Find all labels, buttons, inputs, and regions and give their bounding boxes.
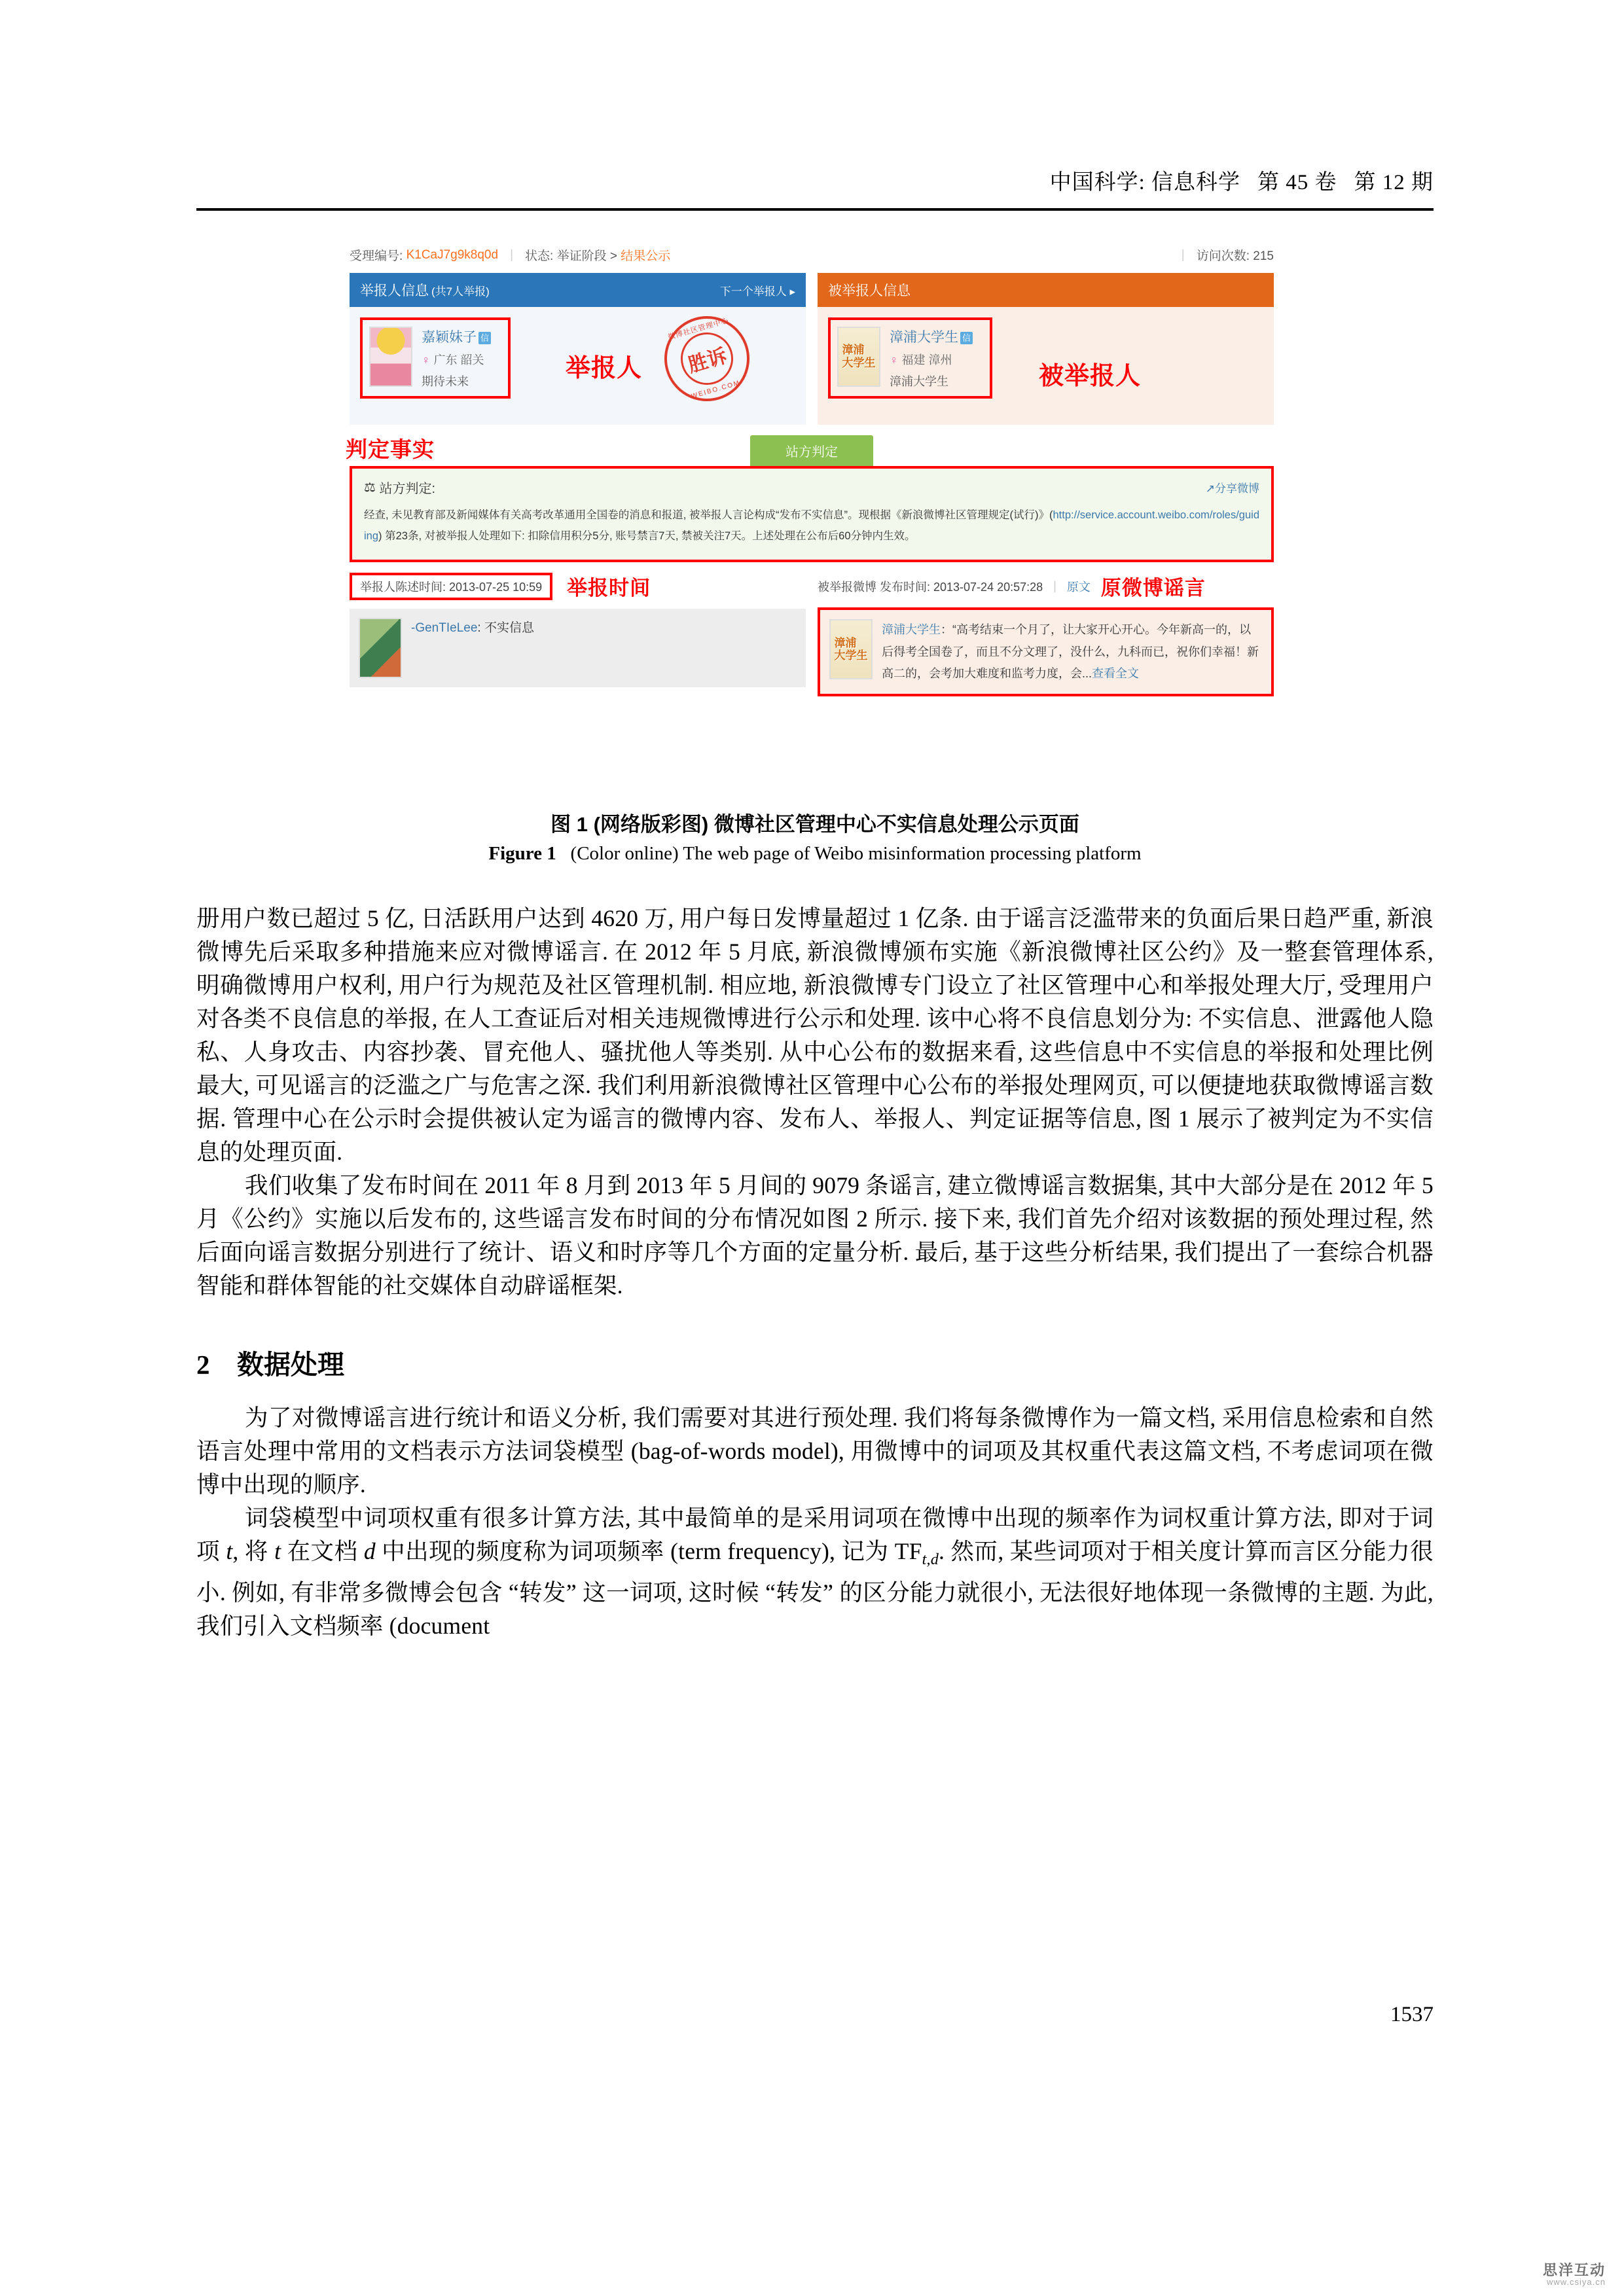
- annotation-verdict: 判定事实: [346, 437, 435, 461]
- report-time-label: 举报人陈述时间: 2013-07-25 10:59: [350, 573, 552, 600]
- running-head-journal: 中国科学: 信息科学: [1049, 171, 1240, 194]
- paragraph-2: 我们收集了发布时间在 2011 年 8 月到 2013 年 5 月间的 9079 条谣言, 建立微博谣言数据集, 其中大部分是在 2012 年 5 月《公约》实施以后发布的, 这些谣言发布时间的分布情况如图 2 所示. 接下来, 我们首先介绍对该数据的预处理过程, 然后面向谣言数据分别进行了统计、语义和时序等几个方面的定量分析. 最后, 基于这些分析结果, 我们提出了一套综合机器智能和群体智能的社交媒体自动辟谣框架.: [196, 1172, 1434, 1299]
- rumor-post-column: [818, 571, 1274, 696]
- statement-text: [411, 618, 534, 678]
- verdict-box: [350, 466, 1274, 562]
- statement-content: : 不实信息: [477, 621, 534, 636]
- verdict-tab[interactable]: 站方判定: [750, 435, 873, 466]
- reported-panel-body: [818, 307, 1274, 425]
- stamp-center-text: 胜诉: [675, 327, 740, 391]
- reporter-avatar: [369, 327, 412, 387]
- figure-caption-en: [196, 843, 1434, 865]
- paragraph-3: 为了对微博谣言进行统计和语义分析, 我们需要对其进行预处理. 我们将每条微博作为一篇文档, 采用信息检索和自然语言处理中常用的文档表示方法词袋模型 (bag-of-words model), 用微博中的词项及其权重代表这篇文档, 不考虑词项在微博中出现的顺序.: [196, 1405, 1434, 1498]
- verified-badge-icon-2: 信: [960, 332, 973, 344]
- statement-avatar: [359, 618, 402, 678]
- reporter-count: (共7人举报): [431, 285, 490, 298]
- p4-seg-e: 中出现的频度称为词项频率 (term frequency), 记为: [375, 1538, 895, 1564]
- annotation-report-time: 举报时间: [567, 577, 651, 600]
- bottom-panels: [340, 562, 1283, 707]
- reporter-name-row: [422, 327, 491, 346]
- reported-info: [890, 327, 973, 389]
- stamp-ring-bottom: WEIBO.COM: [690, 379, 742, 401]
- p4-var-t2: t: [274, 1538, 281, 1564]
- section-number: 2: [196, 1350, 210, 1380]
- reported-avatar: [837, 327, 880, 387]
- figure-caption-en-text: (Color online) The web page of Weibo misinformation processing platform: [570, 843, 1142, 864]
- topbar-divider-1: |: [510, 247, 513, 262]
- header-rule: [196, 208, 1434, 211]
- reported-user-box: [828, 317, 992, 399]
- p4-seg-a: 词袋模型中词项权重有很多计算方法, 其中最简单的是采用词项在微博中出现的频率作为词权重计算方法, 即对于词项: [196, 1505, 1434, 1564]
- verdict-rules-link[interactable]: http://service.account.weibo.com/roles/guiding: [364, 509, 1259, 543]
- rumor-post-text: [882, 619, 1262, 685]
- reported-description: 漳浦大学生: [890, 375, 948, 388]
- rumor-post-time: 被举报微博 发布时间: 2013-07-24 20:57:28: [818, 580, 1043, 594]
- view-full-text-link[interactable]: 查看全文: [1092, 666, 1140, 680]
- reporter-location: 广东 韶关: [433, 353, 484, 367]
- reported-name-row: [890, 327, 973, 346]
- reporter-column: [350, 273, 806, 425]
- reported-panel-title: 被举报人信息: [828, 283, 911, 298]
- section-title: 数据处理: [237, 1350, 344, 1380]
- verdict-text: [364, 505, 1259, 547]
- gender-female-icon-2: ♀: [890, 353, 899, 367]
- p4-seg-f: . 然而, 某些词项对于相关度计算而言区分能力很小. 例如, 有非常多微博会包含 “转发” 这一词项, 这时候 “转发” 的区分能力就很小, 无法很好地体现一条微博的主题. 为此, 我们引入文档频率 (document: [196, 1538, 1434, 1640]
- report-time-column: [350, 571, 806, 696]
- annotation-reporter: 举报人: [566, 355, 643, 382]
- body-text: [196, 902, 1434, 1643]
- gavel-icon: ⚖: [364, 480, 376, 495]
- case-id-label: 受理编号:: [350, 249, 403, 263]
- reported-location: 福建 漳州: [901, 353, 952, 367]
- running-head: [196, 165, 1434, 196]
- reported-column: [818, 273, 1274, 425]
- gender-female-icon: ♀: [422, 353, 431, 367]
- p4-tf-subscript: t,d: [922, 1551, 939, 1569]
- section-heading-2: [196, 1343, 1434, 1382]
- status-current: 结果公示: [621, 249, 671, 263]
- reporter-location-row: [422, 351, 491, 368]
- statement-nick[interactable]: -GenTIeLee: [411, 621, 478, 636]
- figure-caption-cn: 图 1 (网络版彩图) 微博社区管理中心不实信息处理公示页面: [550, 813, 1079, 836]
- share-icon: ↗: [1205, 482, 1215, 495]
- share-weibo-label: 分享微博: [1215, 482, 1259, 495]
- watermark: [1543, 2263, 1606, 2287]
- p4-var-d: d: [363, 1538, 376, 1564]
- annotation-rumor: 原微博谣言: [1100, 577, 1206, 600]
- topbar-divider-2: |: [1181, 247, 1185, 262]
- rumor-post-nick[interactable]: 漳浦大学生: [882, 623, 941, 637]
- reported-location-row: [890, 351, 973, 368]
- case-id-value: K1CaJ7g9k8q0d: [406, 247, 499, 262]
- rumor-post-avatar: [829, 619, 873, 679]
- party-panels: [340, 273, 1283, 425]
- visit-count: 访问次数: 215: [1196, 249, 1274, 263]
- verdict-head-label: 站方判定:: [379, 482, 436, 496]
- weibo-screenshot: [340, 241, 1283, 707]
- p4-seg-b: , 将: [232, 1538, 275, 1564]
- reporter-description: 期待未来: [422, 375, 469, 388]
- watermark-url: www.csiya.cn: [1546, 2277, 1606, 2287]
- p4-var-t1: t: [226, 1538, 233, 1564]
- share-weibo-link[interactable]: [1206, 479, 1259, 495]
- reporter-statement-box: [350, 609, 806, 687]
- rumor-post-box: [818, 607, 1274, 696]
- reporter-user-box: [360, 317, 511, 399]
- verified-badge-icon: 信: [478, 332, 491, 344]
- p4-seg-c: 在文档: [281, 1538, 364, 1564]
- reporter-panel-body: [350, 307, 806, 425]
- reported-name[interactable]: 漳浦大学生: [890, 330, 958, 345]
- status-label: 状态:: [525, 249, 554, 263]
- reporter-name[interactable]: 嘉颖妹子: [422, 330, 477, 345]
- p4-tf-symbol: [894, 1538, 939, 1569]
- p4-tf-base: TF: [894, 1538, 922, 1564]
- figure-caption-en-label: Figure 1: [488, 843, 556, 864]
- stamp-ring-top: 微博社区管理中心: [667, 316, 730, 342]
- figure-1: [340, 241, 1283, 707]
- reported-panel-header: [818, 273, 1274, 307]
- verdict-stamp-icon: [655, 306, 760, 412]
- status-stage: 举证阶段 >: [556, 249, 617, 263]
- watermark-text: 思洋互动: [1542, 2262, 1606, 2279]
- page-number: 1537: [1390, 2003, 1434, 2026]
- case-topbar: [340, 241, 1283, 273]
- verdict-head: [364, 478, 1259, 497]
- rumor-head-divider: |: [1053, 579, 1056, 593]
- rumor-post-content: ：“高考结束一个月了，让大家开心开心。今年新高一的，以后得考全国卷了，而且不分文理了，没什么，九科而已，祝你们幸福！新高二的，会考加大难度和监考力度，会...: [882, 623, 1259, 680]
- next-reporter-link[interactable]: 下一个举报人 ▸: [719, 285, 795, 298]
- original-post-link[interactable]: 原文: [1066, 580, 1091, 594]
- verdict-section: [346, 435, 1274, 562]
- reporter-panel-title: 举报人信息: [360, 283, 429, 298]
- report-time-row: [350, 571, 806, 601]
- running-head-issue: 第 12 期: [1354, 171, 1434, 194]
- running-head-volume: 第 45 卷: [1257, 171, 1337, 194]
- verdict-text-part1: 经查, 未见教育部及新闻媒体有关高考改革通用全国卷的消息和报道, 被举报人言论构成“发布不实信息”。现根据《新浪微博社区管理规定(试行)》(: [364, 509, 1053, 521]
- paragraph-4: [196, 1501, 1434, 1643]
- verdict-text-part2: ) 第23条, 对被举报人处理如下: 扣除信用积分5分, 账号禁言7天, 禁被关注7天。上述处理在公布后60分钟内生效。: [378, 530, 916, 543]
- paragraph-1: 册用户数已超过 5 亿, 日活跃用户达到 4620 万, 用户每日发博量超过 1 亿条. 由于谣言泛滥带来的负面后果日趋严重, 新浪微博先后采取多种措施来应对微博谣言. 在 2012 年 5 月底, 新浪微博颁布实施《新浪微博社区公约》及一整套管理体系, 明确微博用户权利, 用户行为规范及社区管理机制. 相应地, 新浪微博专门设立了社区管理中心和举报处理大厅, 受理用户对各类不良信息的举报, 在人工查证后对相关违规微博进行公示和处理. 该中心将不良信息划分为: 不实信息、泄露他人隐私、人身攻击、内容抄袭、冒充他人、骚扰他人等类别. 从中心公布的数据来看, 这些信息中不实信息的举报和处理比例最大, 可见谣言的泛滥之广与危害之深. 我们利用新浪微博社区管理中心公布的举报处理网页, 可以便捷地获取微博谣言数据. 管理中心在公示时会提供被认定为谣言的微博内容、发布人、举报人、判定证据等信息, 图 1 展示了被判定为不实信息的处理页面.: [196, 905, 1434, 1165]
- rumor-post-head: [818, 571, 1274, 601]
- reporter-panel-header: [350, 273, 806, 307]
- annotation-reported: 被举报人: [1039, 363, 1142, 390]
- reporter-info: [422, 327, 491, 389]
